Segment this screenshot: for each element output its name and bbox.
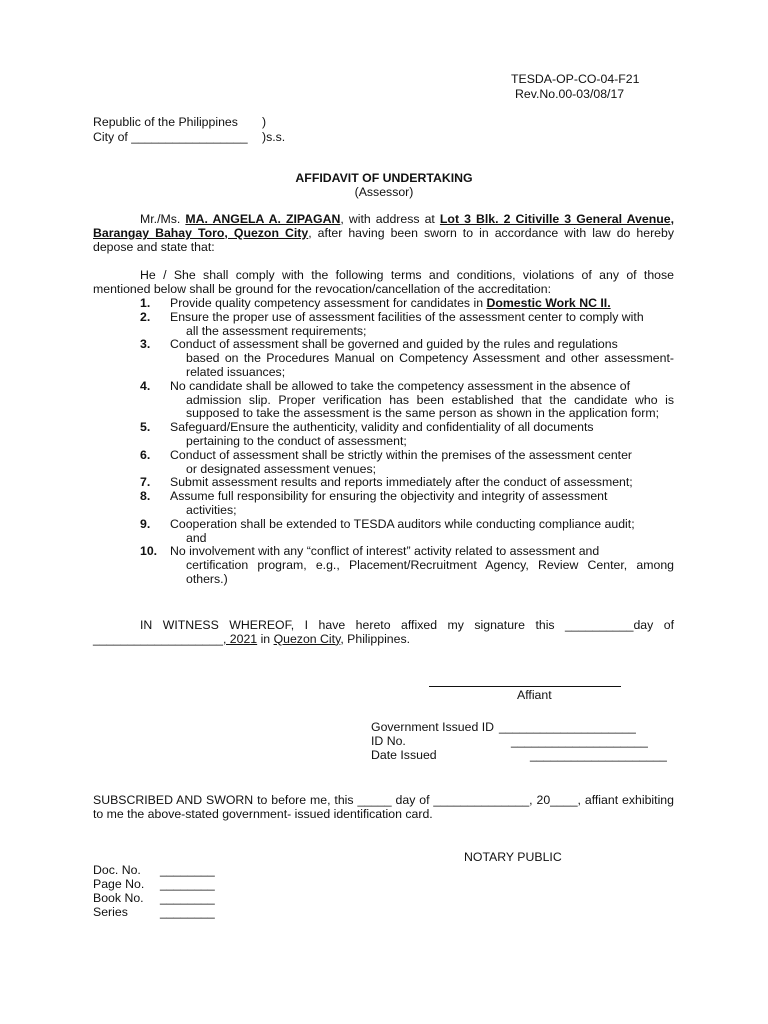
list-item (93, 338, 674, 379)
list-item (93, 476, 674, 490)
term-number: 1. (140, 296, 151, 310)
list-item (93, 490, 674, 518)
term-continuation: and (186, 530, 207, 545)
venue-ss: )s.s. (262, 130, 286, 144)
registry-label: Page No. (93, 877, 145, 891)
id-no-row (371, 734, 676, 748)
doc-no-row (93, 863, 218, 877)
term-text: Submit assessment results and reports immediately after the conduct of assessment; (170, 475, 633, 490)
gov-id-row (371, 720, 676, 734)
registry-field[interactable]: ________ (160, 905, 215, 919)
term-text: Conduct of assessment shall be strictly within the premises of the assessment center (170, 447, 633, 462)
qualification-name: Domestic Work NC II. (486, 296, 611, 310)
id-details (371, 720, 676, 762)
term-number: 9. (140, 516, 151, 531)
term-number: 10. (140, 544, 158, 559)
document-title (0, 171, 768, 199)
term-number: 7. (140, 475, 151, 490)
list-item (93, 518, 674, 546)
list-item (93, 449, 674, 477)
list-item (93, 380, 674, 421)
notarial-registry (93, 863, 218, 919)
list-item (93, 311, 674, 339)
term-continuation: certification program, e.g., Placement/Recruitment Agency, Review Center, among others.) (186, 558, 674, 586)
registry-label: Doc. No. (93, 863, 141, 877)
book-no-row (93, 891, 218, 905)
venue-city: City of _________________ (93, 130, 248, 144)
term-number: 2. (140, 309, 151, 324)
revision-number: Rev.No.00-03/08/17 (515, 87, 625, 101)
series-row (93, 905, 218, 919)
gov-id-label: Government Issued ID (371, 720, 495, 734)
term-continuation: based on the Procedures Manual on Competency Assessment and other assessment-related issuances; (186, 351, 674, 379)
registry-field[interactable]: ________ (160, 863, 215, 877)
date-issued-row (371, 748, 676, 762)
registry-label: Series (93, 905, 128, 919)
form-number: TESDA-OP-CO-04-F21 (511, 72, 640, 86)
list-item (93, 545, 674, 586)
venue-paren: ) (262, 115, 267, 129)
id-no-label: ID No. (371, 734, 406, 748)
term-number: 5. (140, 420, 151, 435)
term-text: Provide quality competency assessment for candidates in (170, 296, 484, 310)
affiant-name: MA. ANGELA A. ZIPAGAN (185, 212, 341, 226)
gov-id-field[interactable]: ____________________ (499, 720, 636, 734)
term-text: Ensure the proper use of assessment facilities of the assessment center to comply with (170, 309, 644, 324)
title-sub: (Assessor) (354, 185, 414, 199)
notary-public-label: NOTARY PUBLIC (464, 850, 562, 864)
witness-text: IN WITNESS WHEREOF, I have hereto affixed my signature this __________day of ___________________ (93, 618, 674, 646)
term-number: 8. (140, 489, 151, 504)
venue-republic: Republic of the Philippines (93, 115, 238, 129)
witness-paragraph (93, 619, 674, 647)
date-issued-label: Date Issued (371, 748, 437, 762)
title-main: AFFIDAVIT OF UNDERTAKING (295, 171, 473, 185)
term-text: No candidate shall be allowed to take the competency assessment in the absence of (170, 378, 631, 393)
terms-intro (93, 269, 674, 297)
term-number: 4. (140, 378, 151, 393)
term-text: Conduct of assessment shall be governed and guided by the rules and regulations (170, 337, 618, 352)
affiant-label: Affiant (517, 688, 552, 702)
date-issued-field[interactable]: ____________________ (530, 748, 667, 762)
affiant-address: Lot 3 Blk. 2 Citiville 3 General Avenue, Barangay Bahay Toro, Quezon City (93, 212, 674, 240)
venue-block (93, 115, 286, 145)
id-no-field[interactable]: ____________________ (511, 734, 648, 748)
term-continuation: pertaining to the conduct of assessment; (186, 433, 407, 448)
subscribed-paragraph: SUBSCRIBED AND SWORN to before me, this _____ day of ______________, 20____, affiant exhibiting to me the above-stated government- issued identification card. (93, 793, 674, 821)
list-item (93, 421, 674, 449)
terms-intro-text: He / She shall comply with the following terms and conditions, violations of any of those mentioned below shall be ground for the revocation/cancellation of the accreditation: (93, 268, 674, 296)
registry-label: Book No. (93, 891, 144, 905)
witness-in: in (257, 631, 274, 646)
term-number: 3. (140, 337, 151, 352)
list-item (93, 297, 674, 311)
venue-city-line (93, 130, 286, 145)
term-number: 6. (140, 447, 151, 462)
witness-end: , Philippines. (340, 631, 411, 646)
term-text: Cooperation shall be extended to TESDA auditors while conducting compliance audit; (170, 516, 635, 531)
intro-mid: , with address at (340, 212, 435, 226)
witness-year: , 2021 (222, 631, 258, 646)
term-text: Assume full responsibility for ensuring the objectivity and integrity of assessment (170, 489, 608, 504)
term-continuation: all the assessment requirements; (186, 323, 367, 338)
term-continuation: admission slip. Proper verification has been established that the candidate who is supposed to take the assessment is the same person as shown in the application form; (186, 392, 674, 421)
page-no-row (93, 877, 218, 891)
term-text: Safeguard/Ensure the authenticity, validity and confidentiality of all documents (170, 420, 594, 435)
terms-list (93, 297, 674, 587)
registry-field[interactable]: ________ (160, 891, 215, 905)
term-continuation: or designated assessment venues; (186, 461, 377, 476)
registry-field[interactable]: ________ (160, 877, 215, 891)
intro-paragraph (93, 213, 674, 254)
witness-city: Quezon City (273, 631, 341, 646)
affiant-signature-line[interactable] (429, 676, 621, 687)
intro-prefix: Mr./Ms. (140, 212, 181, 226)
venue-republic-line (93, 115, 267, 130)
term-text: No involvement with any “conflict of interest” activity related to assessment and (170, 544, 600, 559)
term-continuation: activities; (186, 502, 237, 517)
intro-suffix: , after having been sworn to in accordance with law do hereby depose and state that: (93, 225, 674, 254)
document-code (511, 72, 639, 102)
